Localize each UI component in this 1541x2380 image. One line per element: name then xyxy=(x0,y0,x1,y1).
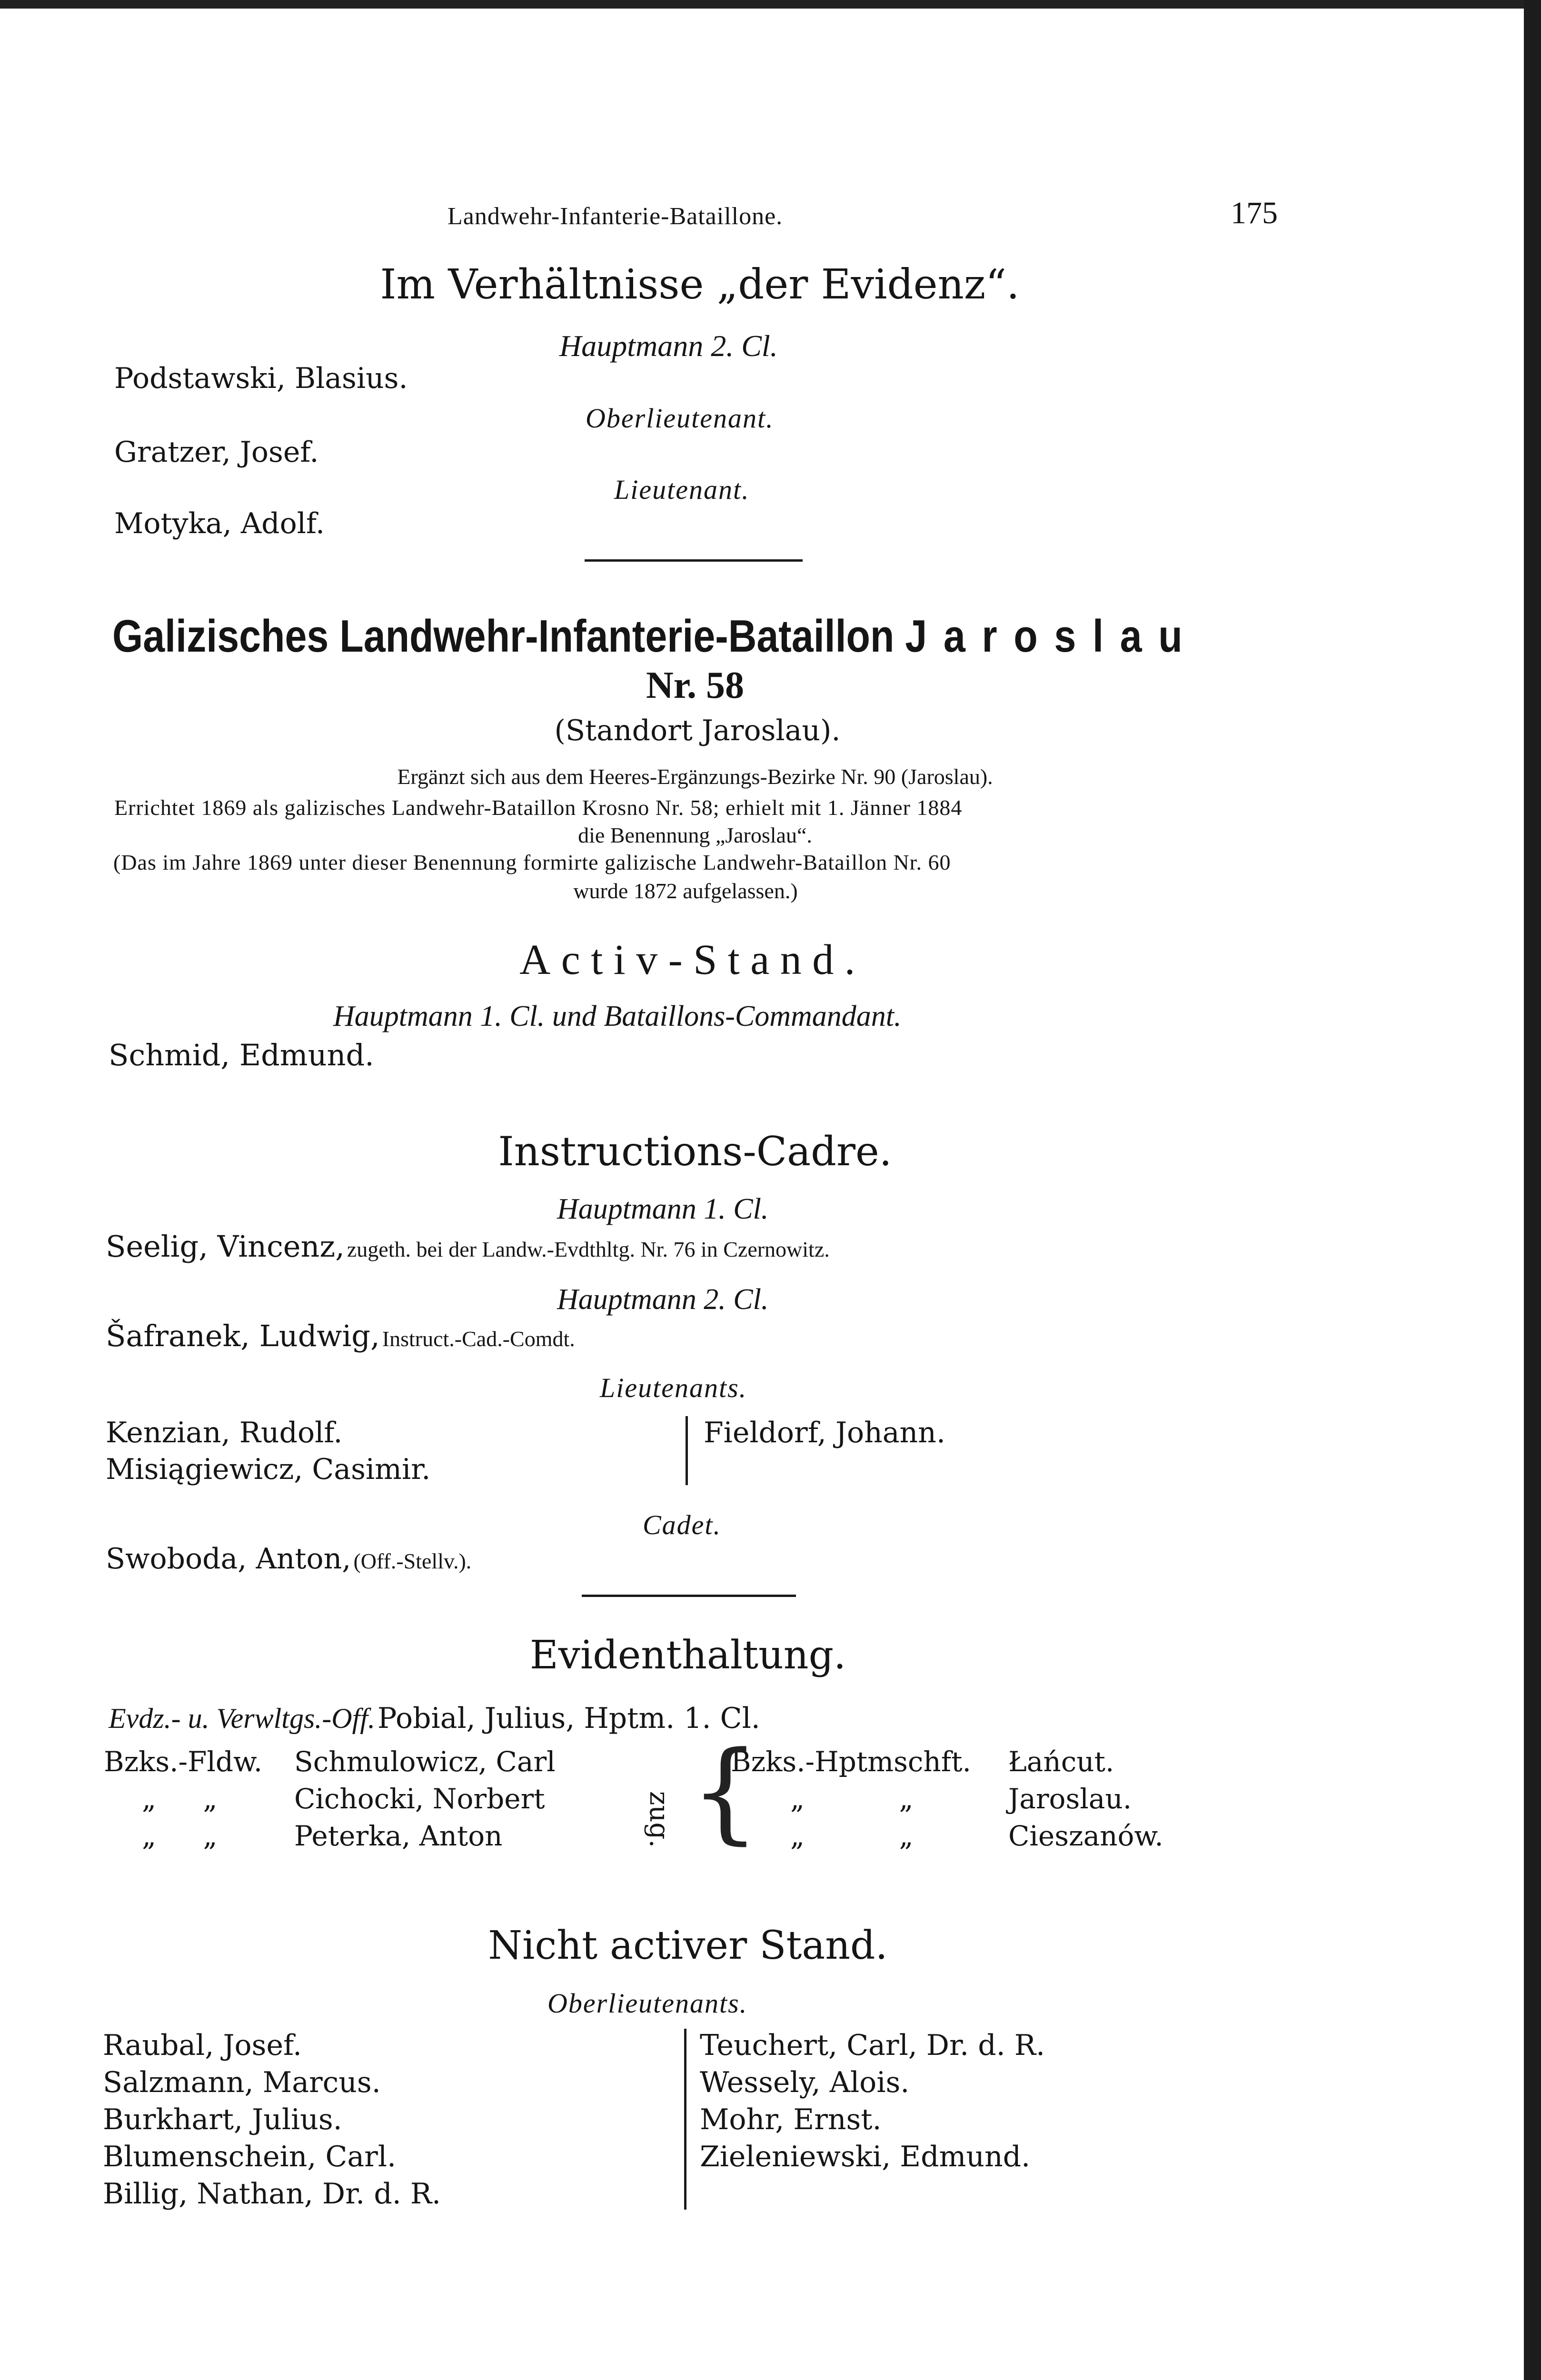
info-line-1: Ergänzt sich aus dem Heeres-Ergänzungs-Bezirke Nr. 90 (Jaroslau). xyxy=(397,764,993,789)
evid-row-2-name: Cichocki, Norbert xyxy=(294,1783,545,1815)
section-title-nicht-activ: Nicht activer Stand. xyxy=(488,1923,888,1968)
rank-oberlieutenant: Oberlieutenant. xyxy=(586,403,774,434)
rank-oberlieutenants: Oberlieutenants. xyxy=(547,1988,748,2019)
name-wessely: Wessely, Alois. xyxy=(700,2066,910,2099)
name-gratzer: Gratzer, Josef. xyxy=(114,436,319,469)
name-podstawski: Podstawski, Blasius. xyxy=(114,362,408,395)
battalion-title-main: Galizisches Landwehr-Infanterie-Bataillon xyxy=(112,611,895,662)
evid-row-3-office: „ „ xyxy=(790,1820,914,1852)
name-teuchert: Teuchert, Carl, Dr. d. R. xyxy=(700,2029,1045,2062)
rank-activ: Hauptmann 1. Cl. und Bataillons-Commandant. xyxy=(333,1000,902,1032)
name-pobial: Pobial, Julius, Hptm. 1. Cl. xyxy=(378,1702,760,1735)
column-divider-cadre xyxy=(686,1416,688,1485)
page-number: 175 xyxy=(1231,196,1278,230)
name-motyka: Motyka, Adolf. xyxy=(114,507,325,540)
name-zieleniewski: Zieleniewski, Edmund. xyxy=(700,2140,1031,2173)
rank-cadre-lieutenants: Lieutenants. xyxy=(600,1372,747,1403)
battalion-number: Nr. 58 xyxy=(646,664,744,706)
name-mohr: Mohr, Ernst. xyxy=(700,2103,882,2136)
scan-edge-top xyxy=(0,0,1541,9)
name-fieldorf: Fieldorf, Johann. xyxy=(704,1416,945,1449)
rank-cadre-hauptmann-2: Hauptmann 2. Cl. xyxy=(557,1283,769,1316)
zug-label: zug. xyxy=(644,1791,675,1848)
running-title: Landwehr-Infanterie-Bataillone. xyxy=(447,203,783,230)
brace-icon: { xyxy=(690,1728,760,1855)
section-title-evidenz: Im Verhältnisse „der Evidenz“. xyxy=(380,261,1020,308)
evid-row-3-rank: „ „ xyxy=(142,1820,218,1852)
section-title-evidenthaltung: Evidenthaltung. xyxy=(529,1633,846,1678)
name-salzmann: Salzmann, Marcus. xyxy=(103,2066,381,2099)
name-burkhart: Burkhart, Julius. xyxy=(103,2103,342,2136)
battalion-title-city: Jaroslau xyxy=(905,611,1199,662)
name-swoboda: Swoboda, Anton, xyxy=(106,1542,351,1576)
evid-row-2-place: Jaroslau. xyxy=(1008,1783,1132,1815)
note-swoboda: (Off.-Stellv.). xyxy=(353,1549,472,1573)
name-billig: Billig, Nathan, Dr. d. R. xyxy=(103,2177,441,2211)
evdz-label: Evdz.- u. Verwltgs.-Off. xyxy=(109,1703,375,1734)
info-line-3: die Benennung „Jaroslau“. xyxy=(578,823,812,847)
section-title-cadre: Instructions-Cadre. xyxy=(498,1128,892,1175)
evid-row-3-name: Peterka, Anton xyxy=(294,1820,503,1852)
note-safranek: Instruct.-Cad.-Comdt. xyxy=(382,1327,575,1351)
rank-hauptmann-2: Hauptmann 2. Cl. xyxy=(559,329,778,363)
evid-row-1-name: Schmulowicz, Carl xyxy=(294,1745,556,1778)
divider-1 xyxy=(585,559,803,562)
evidenthaltung-head xyxy=(109,1702,760,1735)
column-divider-nicht-activ xyxy=(684,2029,686,2210)
name-raubal: Raubal, Josef. xyxy=(103,2029,302,2062)
rank-lieutenant: Lieutenant. xyxy=(614,474,750,505)
info-line-5: wurde 1872 aufgelassen.) xyxy=(573,879,798,903)
section-title-activ: Activ-Stand. xyxy=(519,936,866,983)
evid-row-1-rank: Bzks.-Fldw. xyxy=(104,1745,263,1778)
evid-row-3-place: Cieszanów. xyxy=(1008,1820,1163,1852)
rank-cadre-cadet: Cadet. xyxy=(643,1509,722,1540)
evid-row-1-place: Łańcut. xyxy=(1008,1745,1114,1778)
name-kenzian: Kenzian, Rudolf. xyxy=(106,1416,343,1449)
name-misiagiewicz: Misiągiewicz, Casimir. xyxy=(106,1453,431,1486)
battalion-standort: (Standort Jaroslau). xyxy=(554,714,841,747)
evid-row-2-rank: „ „ xyxy=(142,1783,218,1815)
scan-edge-right xyxy=(1524,0,1541,2380)
name-safranek: Šafranek, Ludwig, xyxy=(106,1319,380,1353)
info-line-4: (Das im Jahre 1869 unter dieser Benennung formirte galizische Landwehr-Bataillon Nr. 60 xyxy=(113,850,951,874)
cadre-entry-seelig xyxy=(106,1229,830,1264)
rank-cadre-hauptmann-1: Hauptmann 1. Cl. xyxy=(557,1193,769,1225)
name-schmid: Schmid, Edmund. xyxy=(109,1038,374,1072)
evid-row-2-office: „ „ xyxy=(790,1783,914,1815)
divider-2 xyxy=(582,1595,796,1597)
name-blumenschein: Blumenschein, Carl. xyxy=(103,2140,397,2173)
name-seelig: Seelig, Vincenz, xyxy=(106,1229,345,1264)
cadre-entry-swoboda xyxy=(106,1542,471,1576)
cadre-entry-safranek xyxy=(106,1319,575,1353)
note-seelig: zugeth. bei der Landw.-Evdthltg. Nr. 76 in Czernowitz. xyxy=(347,1237,830,1261)
evid-row-1-office: Bzks.-Hptmschft. xyxy=(731,1745,971,1778)
info-line-2: Errichtet 1869 als galizisches Landwehr-Bataillon Krosno Nr. 58; erhielt mit 1. Jänner 1884 xyxy=(114,795,963,820)
battalion-title xyxy=(112,610,1199,663)
